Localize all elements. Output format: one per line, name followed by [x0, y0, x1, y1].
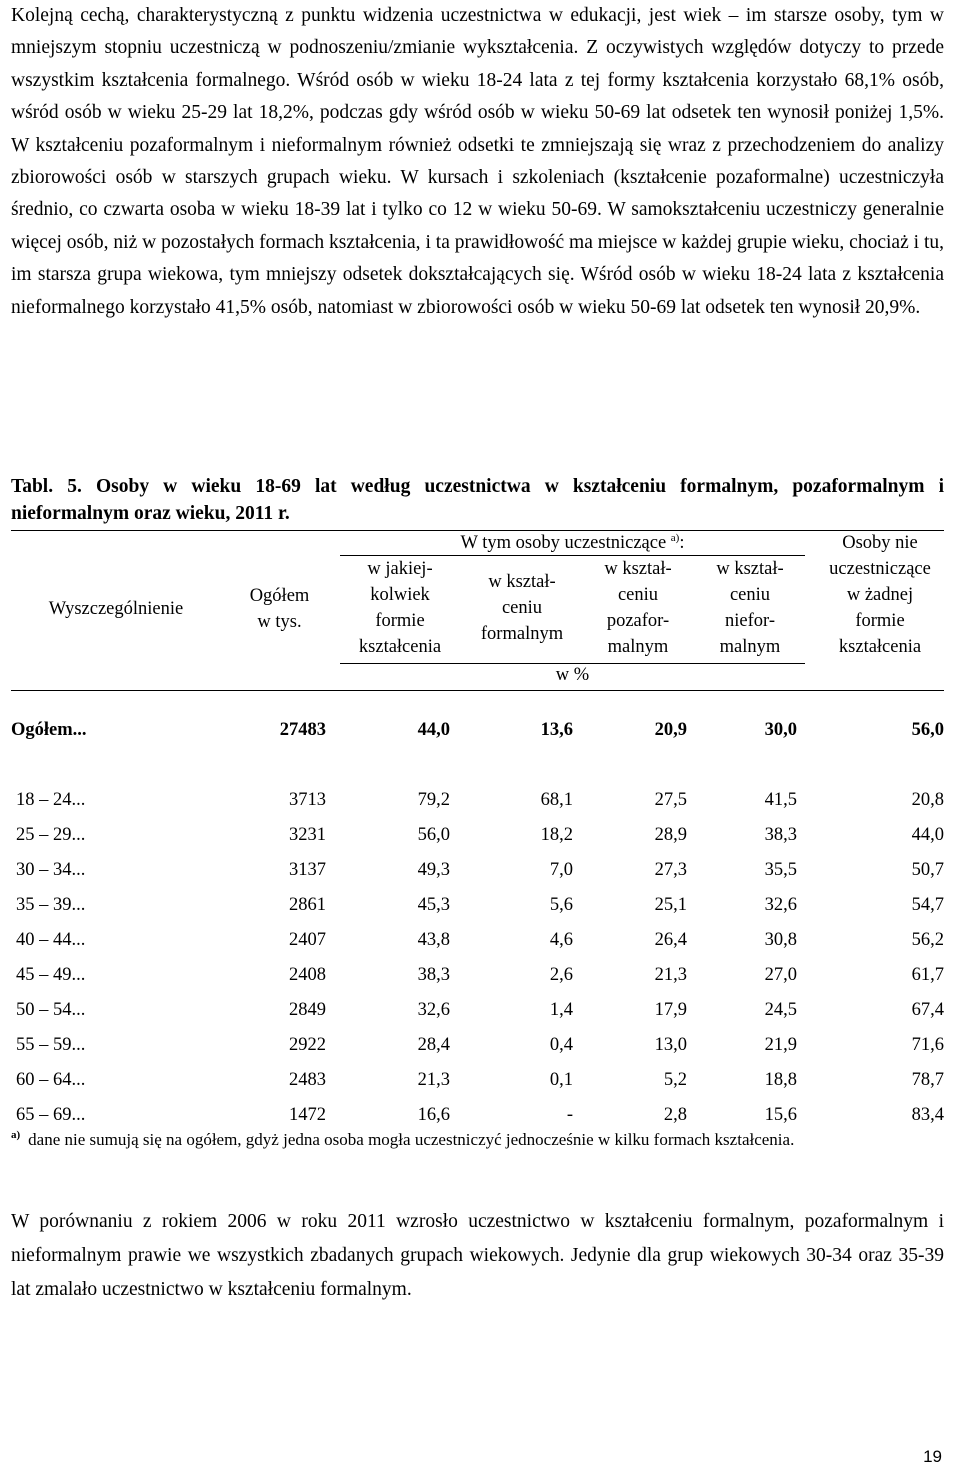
table-row-value: 3713	[289, 790, 326, 810]
table-row-value: 25,1	[654, 895, 687, 915]
footnote-text: dane nie sumują się na ogółem, gdyż jedna osoba mogła uczestniczyć jednocześnie w kilku formach kształcenia.	[28, 1130, 795, 1149]
table-row-value: 38,3	[764, 825, 797, 845]
table-row-value: 41,5	[764, 790, 797, 810]
header-any-line: formie	[375, 611, 425, 631]
header-informal-line: w kształ-	[716, 559, 784, 579]
table-row-value: 27,0	[764, 965, 797, 985]
table-row-value: 2922	[289, 1035, 326, 1055]
header-any-form	[340, 556, 460, 660]
table-row-value: 43,8	[417, 930, 450, 950]
total-row-value: 20,9	[654, 720, 687, 740]
intro-paragraph: Kolejną cechą, charakterystyczną z punktu widzenia uczestnictwa w edukacji, jest wiek – im starsze osoby, tym w mniejszym stopniu uczestniczą w podnoszeniu/zmianie wykształcenia. Z oczywistych względów dotyczy to przede wszystkim kształcenia formalnego. Wśród osób w wieku 18-24 lata z tej formy kształcenia korzystało 68,1% osób, wśród osób w wieku 25-29 lat 18,2%, podczas gdy wśród osób w wieku 50-69 lat odsetek ten wynosił poniżej 1,5%. W kształceniu pozaformalnym i nieformalnym również odsetki te zmniejszają się wraz z przechodzeniem do analizy zbiorowości osób w starszych grupach wieku. W kursach i szkoleniach (kształcenie pozaformalne) uczestniczyła średnio, co czwarta osoba w wieku 18-39 lat i tylko co 12 w wieku 50-69. W samokształceniu uczestniczy generalnie więcej osób, niż w pozostałych formach kształcenia, i ta prawidłowość ma miejsce w każdej grupie wieku, chociaż i tu, im starsza grupa wiekowa, tym mniejszy odsetek dokształcających się. Wśród osób w wieku 18-24 lata z kształcenia nieformalnego korzystało 41,5% osób, natomiast w zbiorowości osób w wieku 50-69 lat odsetek ten wynosił 20,9%.	[11, 5, 944, 318]
header-none-line: Osoby nie	[842, 533, 918, 553]
table-row-value: 2408	[289, 965, 326, 985]
table-row-label: 50 – 54...	[16, 1000, 86, 1020]
header-nonformal-line: pozafor-	[606, 611, 670, 631]
table-row-value: 2,8	[663, 1105, 687, 1125]
table-row-value: 56,2	[911, 930, 944, 950]
header-none-line: uczestniczące	[829, 559, 931, 579]
table-row-value: 27,5	[654, 790, 687, 810]
table-row-value: 49,3	[417, 860, 450, 880]
table-row-value: 2,6	[549, 965, 573, 985]
table-row-label: 55 – 59...	[16, 1035, 86, 1055]
table-row-value: 0,1	[549, 1070, 573, 1090]
header-nonformal-line: malnym	[607, 637, 669, 657]
table-row-value: 18,2	[540, 825, 573, 845]
header-none-line: kształcenia	[838, 637, 922, 657]
header-formal-line: w kształ-	[488, 572, 556, 592]
table-row-value: 17,9	[654, 1000, 687, 1020]
header-informal	[690, 556, 810, 660]
header-informal-line: malnym	[719, 637, 781, 657]
table-row-label: 65 – 69...	[16, 1105, 86, 1125]
table-header-bottom-rule	[11, 690, 944, 691]
header-none-line: formie	[855, 611, 905, 631]
table-row-value: 21,9	[764, 1035, 797, 1055]
table-row-value: 45,3	[417, 895, 450, 915]
table-row-label: 18 – 24...	[16, 790, 86, 810]
table-row-value: -	[566, 1105, 573, 1125]
table-caption: Tabl. 5. Osoby w wieku 18-69 lat według uczestnictwa w kształceniu formalnym, pozaformalnym i nieformalnym oraz wieku, 2011 r.	[11, 476, 944, 524]
table-row-value: 2861	[289, 895, 326, 915]
table-row-value: 26,4	[654, 930, 687, 950]
table-row-label: 60 – 64...	[16, 1070, 86, 1090]
header-none	[810, 530, 950, 660]
header-total-line1: Ogółem	[249, 586, 310, 606]
table-row-value: 27,3	[654, 860, 687, 880]
table-row-value: 83,4	[911, 1105, 944, 1125]
header-total-line2: w tys.	[257, 612, 302, 632]
table-row-value: 79,2	[417, 790, 450, 810]
table-row-value: 44,0	[911, 825, 944, 845]
table-row-label: 30 – 34...	[16, 860, 86, 880]
table-row-label: 25 – 29...	[16, 825, 86, 845]
table-row-value: 32,6	[417, 1000, 450, 1020]
page-number: 19	[923, 1447, 942, 1466]
table-row-value: 7,0	[549, 860, 573, 880]
table-row-value: 50,7	[911, 860, 944, 880]
header-any-line: kształcenia	[358, 637, 442, 657]
total-row-value: 30,0	[764, 720, 797, 740]
table-footnote	[11, 1128, 944, 1152]
header-any-line: kolwiek	[370, 585, 430, 605]
table-row-value: 18,8	[764, 1070, 797, 1090]
table-row-value: 38,3	[417, 965, 450, 985]
comparison-paragraph: W porównaniu z rokiem 2006 w roku 2011 wzrosło uczestnictwo w kształceniu formalnym, pozaformalnym i nieformalnym prawie we wszystkich zbadanych grupach wiekowych. Jedynie dla grup wiekowych 30-34 oraz 35-39 lat zmalało uczestnictwo w kształceniu formalnym.	[11, 1211, 944, 1300]
header-nonformal	[578, 556, 698, 660]
table-row-value: 71,6	[911, 1035, 944, 1055]
table-row-value: 30,8	[764, 930, 797, 950]
header-informal-line: ceniu	[729, 585, 771, 605]
table-row-value: 2849	[289, 1000, 326, 1020]
table-row-value: 54,7	[911, 895, 944, 915]
table-row-value: 1472	[289, 1105, 326, 1125]
table-row-value: 1,4	[549, 1000, 573, 1020]
table-row-value: 13,0	[654, 1035, 687, 1055]
table-row-value: 68,1	[540, 790, 573, 810]
header-none-line: w żadnej	[846, 585, 914, 605]
table-row-value: 56,0	[417, 825, 450, 845]
header-group-footnote-mark: a)	[670, 531, 680, 544]
table-row-value: 32,6	[764, 895, 797, 915]
header-group-label: W tym osoby uczestniczące	[460, 533, 667, 553]
table-row-value: 67,4	[911, 1000, 944, 1020]
table-row-value: 21,3	[654, 965, 687, 985]
total-row-value: 27483	[279, 720, 326, 740]
header-total	[232, 583, 327, 635]
header-informal-line: niefor-	[725, 611, 775, 631]
table-row-value: 2483	[289, 1070, 326, 1090]
table-row-value: 78,7	[911, 1070, 944, 1090]
table-row-value: 28,4	[417, 1035, 450, 1055]
header-specification: Wyszczególnienie	[48, 599, 184, 619]
table-row-value: 28,9	[654, 825, 687, 845]
table-row-value: 20,8	[911, 790, 944, 810]
table-row-label: 35 – 39...	[16, 895, 86, 915]
table-row-value: 5,6	[549, 895, 573, 915]
table-row-value: 3231	[289, 825, 326, 845]
table-row-value: 5,2	[663, 1070, 687, 1090]
total-row-label: Ogółem...	[11, 720, 87, 740]
table-row-value: 16,6	[417, 1105, 450, 1125]
table-row-value: 15,6	[764, 1105, 797, 1125]
table-row-value: 2407	[289, 930, 326, 950]
table-row-label: 45 – 49...	[16, 965, 86, 985]
header-nonformal-line: ceniu	[617, 585, 659, 605]
total-row-value: 44,0	[417, 720, 450, 740]
header-group-colon: :	[679, 533, 685, 553]
header-formal	[462, 569, 582, 647]
header-unit-percent: w %	[555, 665, 590, 685]
header-nonformal-line: w kształ-	[604, 559, 672, 579]
table-row-value: 35,5	[764, 860, 797, 880]
table-row-label: 40 – 44...	[16, 930, 86, 950]
table-row-value: 4,6	[549, 930, 573, 950]
table-row-value: 3137	[289, 860, 326, 880]
header-formal-line: formalnym	[480, 624, 564, 644]
footnote-mark: a)	[11, 1129, 21, 1142]
table-row-value: 61,7	[911, 965, 944, 985]
table-row-value: 0,4	[549, 1035, 573, 1055]
header-formal-line: ceniu	[501, 598, 543, 618]
header-group-participating	[340, 530, 805, 556]
total-row-value: 13,6	[540, 720, 573, 740]
table-row-value: 24,5	[764, 1000, 797, 1020]
total-row-value: 56,0	[911, 720, 944, 740]
header-any-line: w jakiej-	[367, 559, 433, 579]
table-row-value: 21,3	[417, 1070, 450, 1090]
